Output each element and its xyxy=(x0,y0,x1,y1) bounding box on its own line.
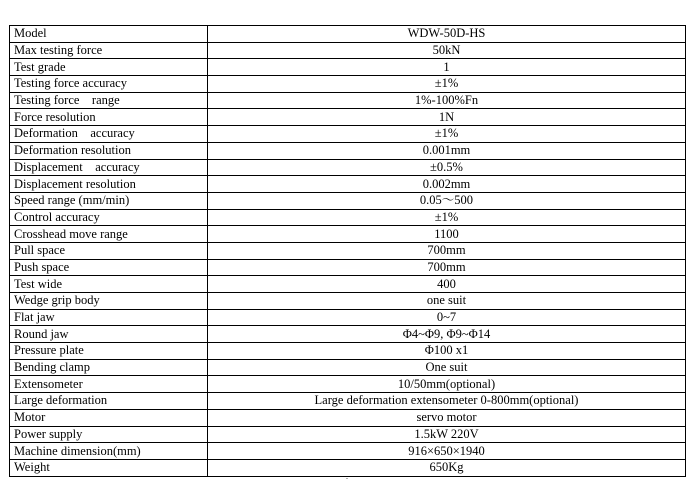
value-cell: 0.05～500 xyxy=(208,192,686,209)
parameter-cell: Pressure plate xyxy=(10,343,208,360)
table-row xyxy=(10,426,686,443)
table-row xyxy=(10,92,686,109)
value-cell: 0~7 xyxy=(208,309,686,326)
parameter-cell: Testing force range xyxy=(10,92,208,109)
parameter-cell: Flat jaw xyxy=(10,309,208,326)
value-cell: ±1% xyxy=(208,209,686,226)
table-row xyxy=(10,176,686,193)
parameter-cell: Weight xyxy=(10,459,208,476)
table-row xyxy=(10,293,686,310)
parameter-cell: Testing force accuracy xyxy=(10,76,208,93)
parameter-cell: Push space xyxy=(10,259,208,276)
value-cell: 916×650×1940 xyxy=(208,443,686,460)
parameter-cell: Displacement resolution xyxy=(10,176,208,193)
parameter-cell: Deformation accuracy xyxy=(10,126,208,143)
table-row xyxy=(10,443,686,460)
value-cell: 10/50mm(optional) xyxy=(208,376,686,393)
parameter-cell: Control accuracy xyxy=(10,209,208,226)
value-cell: WDW-50D-HS xyxy=(208,26,686,43)
value-cell: one suit xyxy=(208,293,686,310)
table-row xyxy=(10,59,686,76)
parameter-cell: Displacement accuracy xyxy=(10,159,208,176)
parameter-cell: Round jaw xyxy=(10,326,208,343)
parameter-cell: Machine dimension(mm) xyxy=(10,443,208,460)
value-cell: 50kN xyxy=(208,42,686,59)
parameter-cell: Extensometer xyxy=(10,376,208,393)
spec-table xyxy=(9,25,686,477)
table-row xyxy=(10,409,686,426)
value-cell: One suit xyxy=(208,359,686,376)
table-row xyxy=(10,76,686,93)
value-cell: 0.001mm xyxy=(208,142,686,159)
value-cell: servo motor xyxy=(208,409,686,426)
table-row xyxy=(10,109,686,126)
parameter-cell: Large deformation xyxy=(10,393,208,410)
table-row xyxy=(10,26,686,43)
value-cell: ±1% xyxy=(208,126,686,143)
table-row xyxy=(10,459,686,476)
parameter-cell: Motor xyxy=(10,409,208,426)
value-cell: 1%-100%Fn xyxy=(208,92,686,109)
table-row xyxy=(10,326,686,343)
table-row xyxy=(10,226,686,243)
parameter-cell: Crosshead move range xyxy=(10,226,208,243)
parameter-cell: Bending clamp xyxy=(10,359,208,376)
parameter-cell: Test wide xyxy=(10,276,208,293)
value-cell: 700mm xyxy=(208,259,686,276)
value-cell: Φ100 x1 xyxy=(208,343,686,360)
table-row xyxy=(10,259,686,276)
table-row xyxy=(10,343,686,360)
spec-table-body xyxy=(10,26,686,477)
value-cell: 1N xyxy=(208,109,686,126)
value-cell: 700mm xyxy=(208,242,686,259)
value-cell: 0.002mm xyxy=(208,176,686,193)
value-cell: 1 xyxy=(208,59,686,76)
stray-mark xyxy=(346,478,348,479)
value-cell: Φ4~Φ9, Φ9~Φ14 xyxy=(208,326,686,343)
table-row xyxy=(10,159,686,176)
parameter-cell: Speed range (mm/min) xyxy=(10,192,208,209)
table-row xyxy=(10,376,686,393)
parameter-cell: Power supply xyxy=(10,426,208,443)
value-cell: 400 xyxy=(208,276,686,293)
value-cell: 650Kg xyxy=(208,459,686,476)
table-row xyxy=(10,359,686,376)
parameter-cell: Test grade xyxy=(10,59,208,76)
table-row xyxy=(10,42,686,59)
parameter-cell: Deformation resolution xyxy=(10,142,208,159)
table-row xyxy=(10,309,686,326)
value-cell: ±0.5% xyxy=(208,159,686,176)
table-row xyxy=(10,126,686,143)
table-row xyxy=(10,142,686,159)
value-cell: 1.5kW 220V xyxy=(208,426,686,443)
value-cell: Large deformation extensometer 0-800mm(optional) xyxy=(208,393,686,410)
table-row xyxy=(10,276,686,293)
parameter-cell: Pull space xyxy=(10,242,208,259)
parameter-cell: Force resolution xyxy=(10,109,208,126)
parameter-cell: Max testing force xyxy=(10,42,208,59)
value-cell: ±1% xyxy=(208,76,686,93)
table-row xyxy=(10,209,686,226)
table-row xyxy=(10,242,686,259)
parameter-cell: Model xyxy=(10,26,208,43)
value-cell: 1100 xyxy=(208,226,686,243)
table-row xyxy=(10,393,686,410)
parameter-cell: Wedge grip body xyxy=(10,293,208,310)
table-row xyxy=(10,192,686,209)
